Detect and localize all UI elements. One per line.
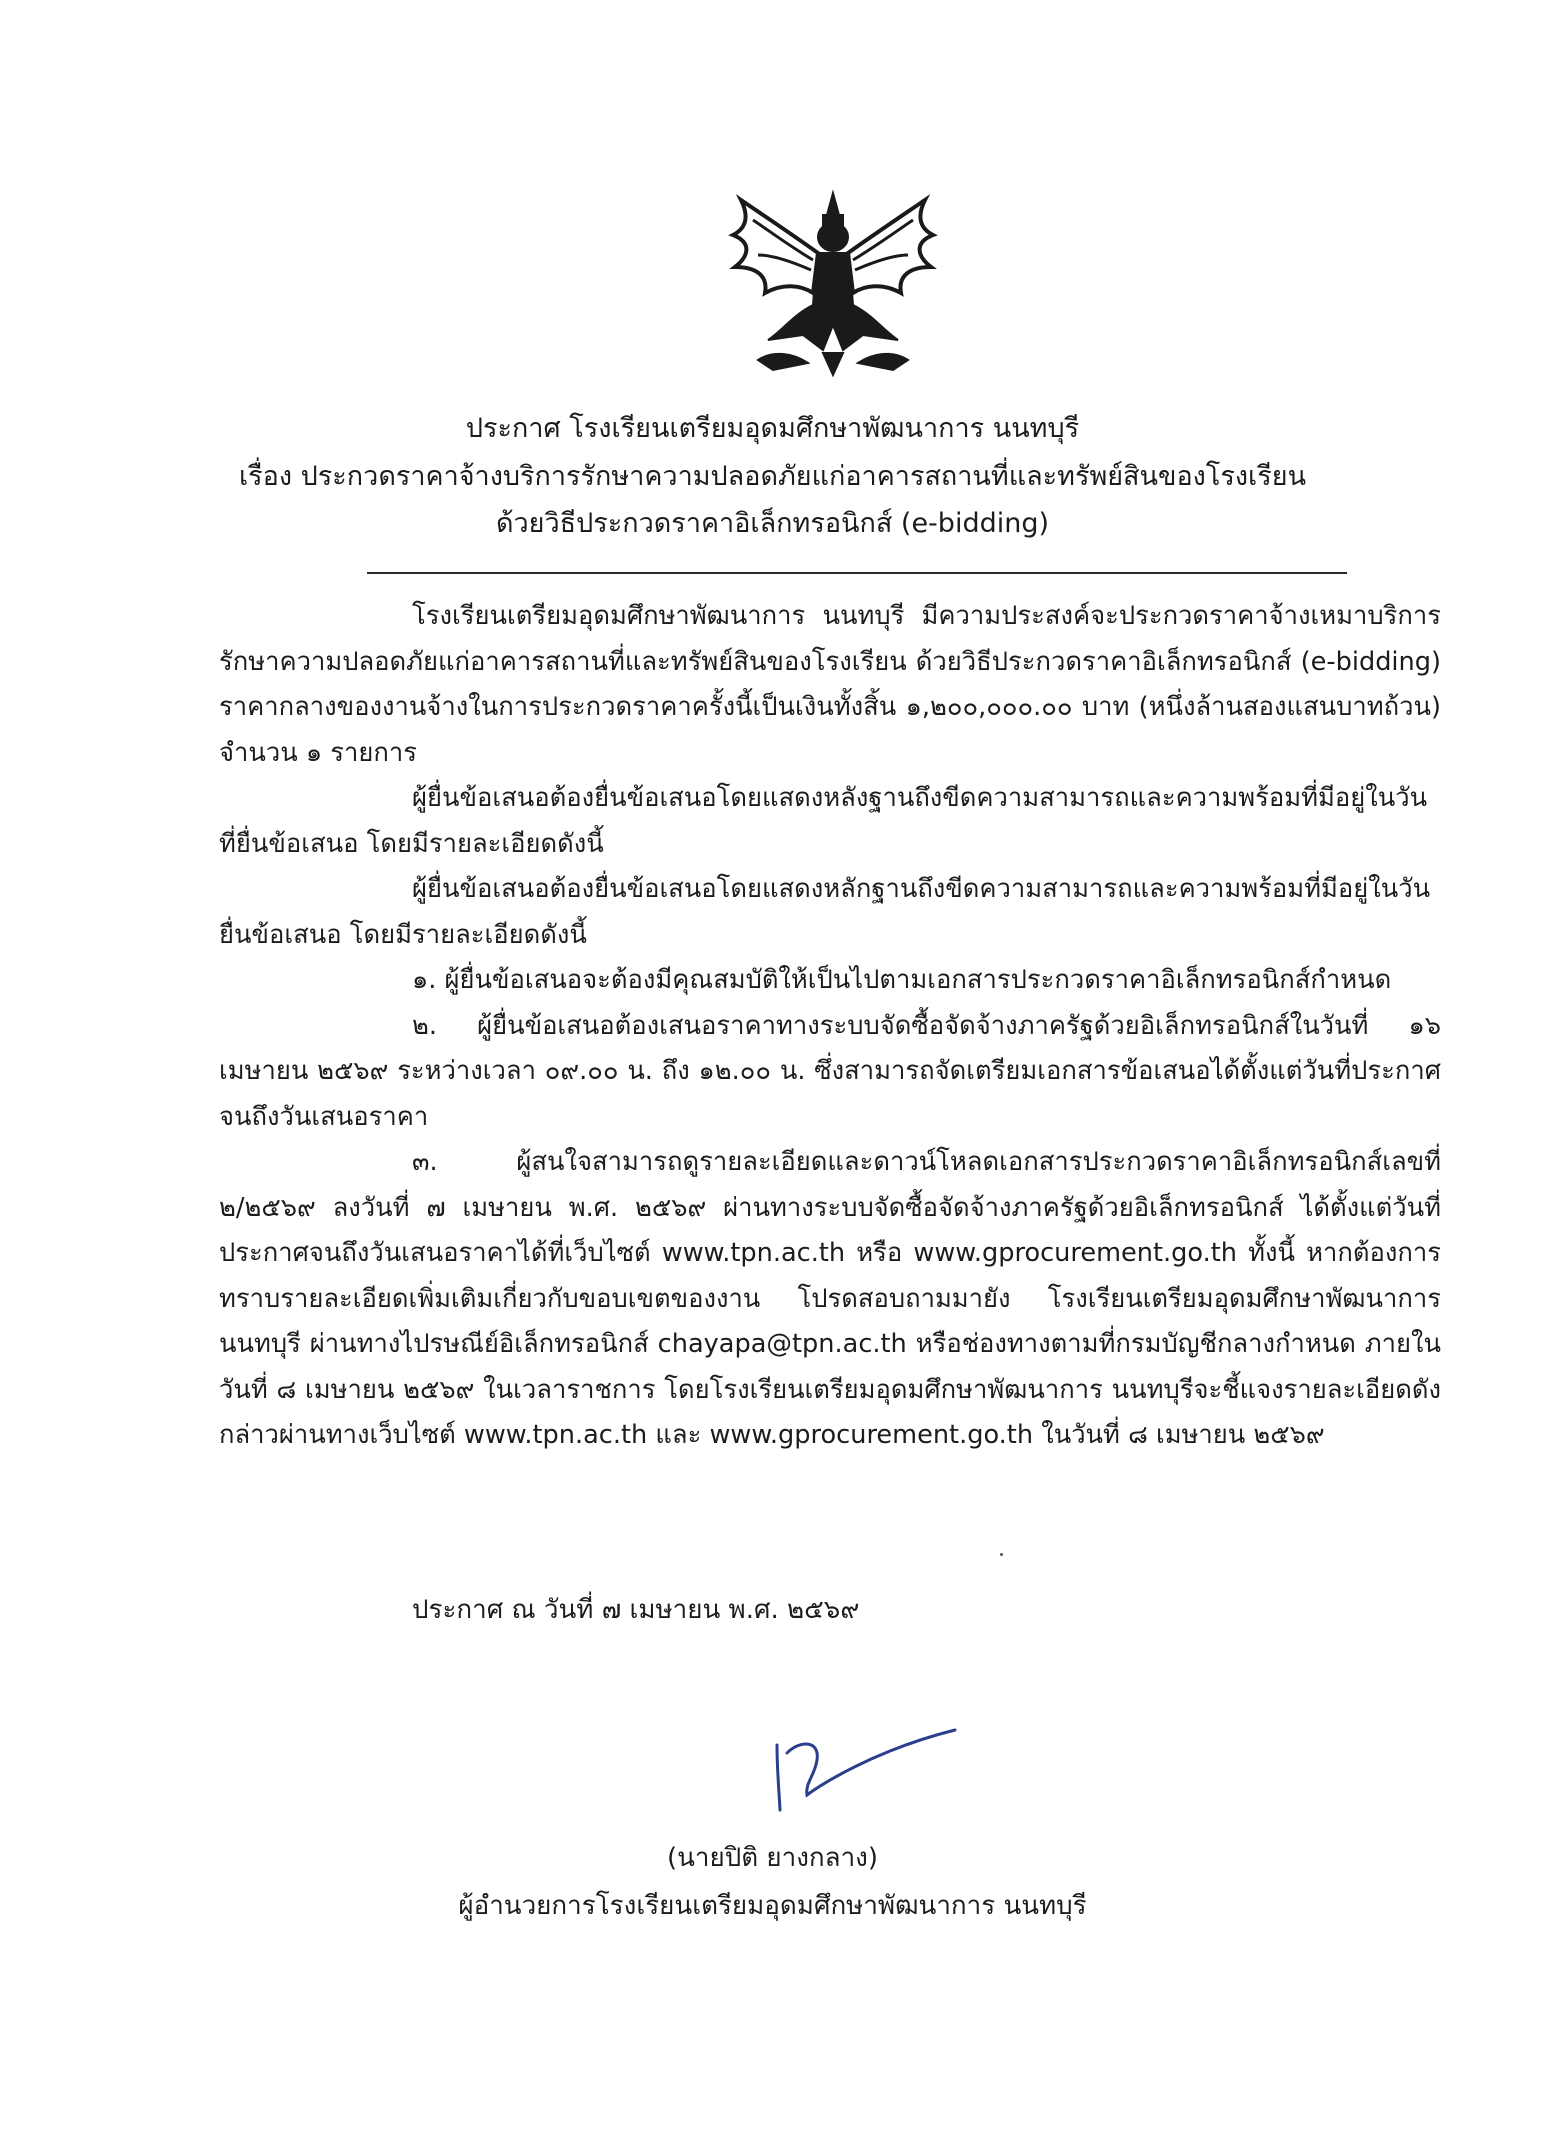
signer-position: ผู้อำนวยการโรงเรียนเตรียมอุดมศึกษาพัฒนาการ นนทบุรี — [458, 1891, 1087, 1921]
item-2-bid-submission: ๒. ผู้ยื่นข้อเสนอต้องเสนอราคาทางระบบจัดซื้อจัดจ้างภาครัฐด้วยอิเล็กทรอนิกส์ในวันที่ ๑๖ เมษายน ๒๕๖๙ ระหว่างเวลา ๐๙.๐๐ น. ถึง ๑๒.๐๐ น. ซึ่งสามารถจัดเตรียมเอกสารข้อเสนอได้ตั้งแต่วันที่ประกาศจนถึงวันเสนอราคา — [219, 1010, 1441, 1132]
announcement-body — [219, 594, 1441, 1459]
announcement-method: ด้วยวิธีประกวดราคาอิเล็กทรอนิกส์ (e-bidding) — [495, 508, 1050, 539]
announcement-subject: เรื่อง ประกวดราคาจ้างบริการรักษาความปลอดภัยแก่อาคารสถานที่และทรัพย์สินของโรงเรียน — [238, 461, 1307, 492]
stray-mark — [1000, 1553, 1003, 1556]
paragraph-intro: โรงเรียนเตรียมอุดมศึกษาพัฒนาการ นนทบุรี มีความประสงค์จะประกวดราคาจ้างเหมาบริการรักษาความปลอดภัยแก่อาคารสถานที่และทรัพย์สินของโรงเรียน ด้วยวิธีประกวดราคาอิเล็กทรอนิกส์ (e-bidding) ราคากลางของงานจ้างในการประกวดราคาครั้งนี้เป็นเงินทั้งสิ้น ๑,๒๐๐,๐๐๐.๐๐ บาท (หนึ่งล้านสองแสนบาทถ้วน) จำนวน ๑ รายการ — [219, 601, 1441, 768]
signer-name: (นายปิติ ยางกลาง) — [666, 1843, 879, 1873]
item-3-document-download: ๓. ผู้สนใจสามารถดูรายละเอียดและดาวน์โหลดเอกสารประกวดราคาอิเล็กทรอนิกส์เลขที่ ๒/๒๕๖๙ ลงวันที่ ๗ เมษายน พ.ศ. ๒๕๖๙ ผ่านทางระบบจัดซื้อจัดจ้างภาครัฐด้วยอิเล็กทรอนิกส์ ได้ตั้งแต่วันที่ประกาศจนถึงวันเสนอราคาได้ที่เว็บไซต์ www.tpn.ac.th หรือ www.gprocurement.go.th ทั้งนี้ หากต้องการทราบรายละเอียดเพิ่มเติมเกี่ยวกับขอบเขตของงาน โปรดสอบถามมายัง โรงเรียนเตรียมอุดมศึกษาพัฒนาการนนทบุรี ผ่านทางไปรษณีย์อิเล็กทรอนิกส์ chayapa@tpn.ac.th หรือช่องทางตามที่กรมบัญชีกลางกำหนด ภายในวันที่ ๘ เมษายน ๒๕๖๙ ในเวลาราชการ โดยโรงเรียนเตรียมอุดมศึกษาพัฒนาการ นนทบุรีจะชี้แจงรายละเอียดดังกล่าวผ่านทางเว็บไซต์ www.tpn.ac.th และ www.gprocurement.go.th ในวันที่ ๘ เมษายน ๒๕๖๙ — [219, 1147, 1441, 1450]
signature-image — [765, 1725, 965, 1815]
garuda-emblem-icon — [713, 175, 953, 385]
paragraph-requirement-1: ผู้ยื่นข้อเสนอต้องยื่นข้อเสนอโดยแสดงหลังฐานถึงขีดความสามารถและความพร้อมที่มีอยู่ในวันที่ยื่นข้อเสนอ โดยมีรายละเอียดดังนี้ — [219, 783, 1428, 859]
paragraph-requirement-2: ผู้ยื่นข้อเสนอต้องยื่นข้อเสนอโดยแสดงหลักฐานถึงขีดความสามารถและความพร้อมที่มีอยู่ในวันยื่นข้อเสนอ โดยมีรายละเอียดดังนี้ — [219, 874, 1431, 950]
item-1-qualification: ๑. ผู้ยื่นข้อเสนอจะต้องมีคุณสมบัติให้เป็นไปตามเอกสารประกวดราคาอิเล็กทรอนิกส์กำหนด — [412, 965, 1392, 995]
header-divider — [367, 572, 1347, 574]
announcement-title: ประกาศ โรงเรียนเตรียมอุดมศึกษาพัฒนาการ นนทบุรี — [465, 413, 1080, 444]
announcement-date: ประกาศ ณ วันที่ ๗ เมษายน พ.ศ. ๒๕๖๙ — [412, 1595, 860, 1625]
